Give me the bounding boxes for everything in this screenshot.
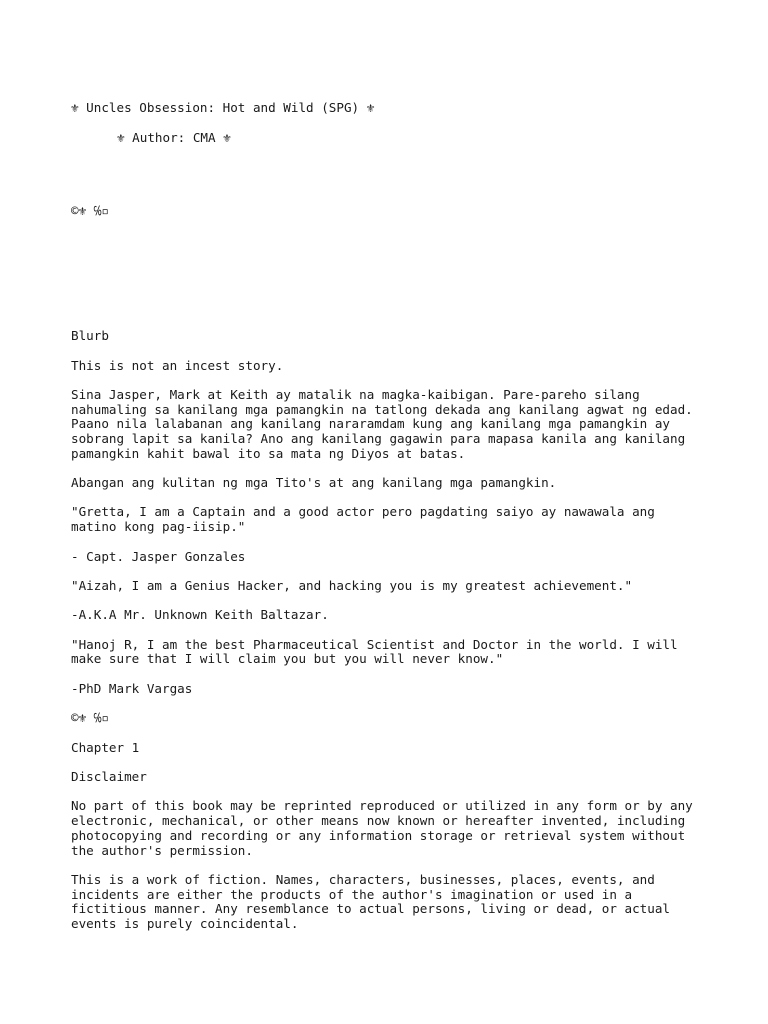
signature-jasper: - Capt. Jasper Gonzales [71, 548, 246, 564]
book-title: ⚜ Uncles Obsession: Hot and Wild (SPG) ⚜ [71, 100, 375, 115]
blurb-intro: This is not an incest story. [71, 357, 284, 373]
quote-keith: "Aizah, I am a Genius Hacker, and hacking you is my greatest achievement." [71, 577, 633, 593]
blurb-teaser: Abangan ang kulitan ng mga Tito's at ang kanilang mga pamangkin. [71, 475, 557, 491]
quote-jasper: "Gretta, I am a Captain and a good actor pero pagdating saiyo ay nawawala ang matino kong pag-iisip." [71, 504, 655, 535]
disclaimer-heading: Disclaimer [71, 769, 147, 785]
document-page [71, 101, 711, 946]
book-author: ⚜ Author: CMA ⚜ [117, 129, 231, 145]
decorative-symbols-2: ©⚜ ℅▫ [71, 710, 109, 726]
decorative-symbols: ©⚜ ℅▫ [71, 203, 109, 219]
blurb-heading: Blurb [71, 328, 109, 344]
chapter-heading: Chapter 1 [71, 739, 140, 755]
disclaimer-copyright: No part of this book may be reprinted reproduced or utilized in any form or by any electronic, mechanical, or other means now known or hereafter invented, including photocopying and recording or any information storage or retrieval system without the author's permission. [71, 798, 693, 858]
disclaimer-fiction: This is a work of fiction. Names, characters, businesses, places, events, and incidents are either the products of the author's imagination or used in a fictitious manner. Any resemblance to actual persons, living or dead, or actual events is purely coincidental. [71, 871, 670, 932]
quote-mark: "Hanoj R, I am the best Pharmaceutical Scientist and Doctor in the world. I will make sure that I will claim you but you will never know." [71, 636, 678, 667]
signature-keith: -A.K.A Mr. Unknown Keith Baltazar. [71, 607, 329, 623]
signature-mark: -PhD Mark Vargas [71, 680, 193, 696]
blurb-summary: Sina Jasper, Mark at Keith ay matalik na magka-kaibigan. Pare-pareho silang nahumaling sa kanilang mga pamangkin na tatlong dekada ang kanilang agwat ng edad. Paano nila lalabanan ang kanilang nararamdam kung ang kanilang mga pamangkin ay sobrang lapit sa kanila? Ano ang kanilang gagawin para mapasa kanila ang kanilang pamangkin kahit bawal ito sa mata ng Diyos at batas. [71, 386, 693, 461]
